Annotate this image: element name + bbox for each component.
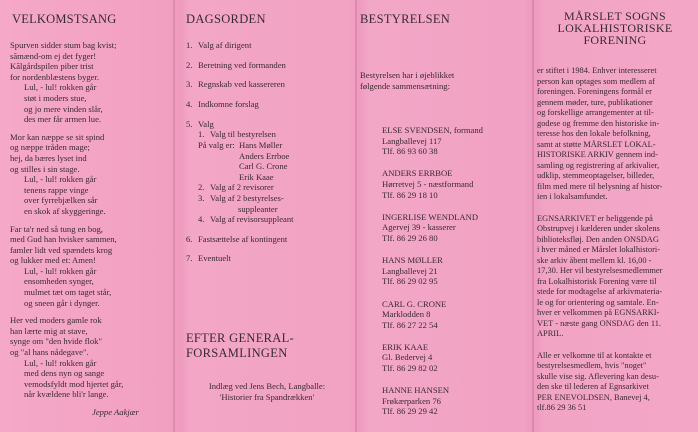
- board-title: BESTYRELSEN: [360, 12, 451, 26]
- paragraph-line: foreningen. Foreningens formål er: [537, 87, 652, 96]
- subitem-text-line: suppleanter: [238, 203, 278, 214]
- paragraph-line: ien i lokalsamfundet.: [537, 192, 608, 201]
- fold-line: [532, 0, 534, 432]
- board-member: [382, 212, 483, 244]
- paragraph-line: 17,30. Her vil bestyrelsesmedlemmer: [537, 266, 663, 275]
- song-line: synge om "den hvide flok": [10, 336, 102, 347]
- election-subitems: [186, 129, 344, 224]
- song-line: Lul, - lul! rokken går: [24, 357, 97, 368]
- song-stanza: [10, 224, 170, 309]
- paragraph-line: fra Lokalhistorisk Forening være til: [537, 276, 657, 286]
- society-title-line: MÅRSLET SOGNS: [563, 9, 667, 23]
- candidates-block: [198, 140, 344, 182]
- society-paragraph-archive: [537, 214, 694, 340]
- board-member-phone: Tlf. 86 27 22 54: [382, 319, 438, 330]
- song-line: med Gud han hvisker sammen,: [10, 234, 117, 245]
- agenda-item: [186, 253, 344, 264]
- subitem-text-line: Valg af 2 bestyrelses-: [210, 192, 284, 203]
- board-member: [382, 299, 483, 331]
- agenda-column: [184, 0, 344, 432]
- election-subitem: [198, 129, 344, 140]
- society-title-line: LOKALHISTORISKE: [557, 21, 673, 36]
- song-line: og næppe tråden mage;: [10, 142, 90, 153]
- agenda-item-text: Indkomne forslag: [198, 99, 259, 110]
- board-member-name: HANNE HANSEN: [382, 385, 450, 396]
- board-member-name: HANS MØLLER: [382, 255, 443, 266]
- paragraph-line: gennem møder, ture, publikationer: [537, 97, 653, 107]
- paragraph-line: stede for modtagelse af arkivmateria-: [537, 287, 663, 296]
- agenda-item-text: Valg af dirigent: [198, 40, 252, 50]
- song-line: og jo mere vinden slår,: [24, 103, 103, 114]
- paragraph-line: Obstrupvej i kælderen under skolens: [537, 224, 660, 233]
- agenda-item: [186, 99, 344, 110]
- song-line: tenens rappe vinge: [24, 184, 89, 195]
- agenda-item-number: 1.: [186, 40, 193, 50]
- board-member: [382, 168, 483, 200]
- agenda-item-text: Beretning ved formanden: [198, 59, 286, 70]
- song-stanza: [10, 40, 170, 125]
- agenda-item-number: 5.: [186, 118, 193, 129]
- candidate-name: Erik Kaae: [239, 171, 274, 182]
- lecture-line: Indlæg ved Jens Bech, Langballe:: [208, 381, 326, 391]
- song-line: hej, da bæres lyset ind: [10, 152, 87, 163]
- paragraph-line: EGNSARKIVET er beliggende på: [537, 213, 653, 223]
- paragraph-line: i hver måned er Mårslet lokalhistori-: [537, 245, 661, 254]
- paragraph-line: film med mere til belysning af histor-: [537, 181, 663, 191]
- paragraph-line: HISTORISKE ARKIV gennem ind-: [537, 150, 658, 159]
- song-line: Mor kan næppe se sit spind: [10, 131, 105, 142]
- song-title: VELKOMSTSANG: [12, 12, 117, 26]
- song-line: Spurven sidder stum bag kvist;: [10, 40, 117, 50]
- board-member-name: ELSE SVENDSEN, formand: [382, 125, 483, 135]
- song-line: des mer får armen lue.: [24, 114, 102, 125]
- candidate-name: Carl G. Crone: [239, 161, 288, 172]
- board-member-address: Hørretvej 5 - næstformand: [382, 178, 474, 189]
- paragraph-line: er stiftet i 1984. Enhver interesseret: [537, 66, 657, 75]
- song-line: for nordenblæstens byger.: [10, 71, 100, 82]
- paragraph-line: VET - næste gang ONSDAG den 11.: [537, 318, 661, 328]
- board-member-name: ERIK KAAE: [382, 341, 429, 352]
- agenda-item-number: 6.: [186, 233, 193, 244]
- agenda-item: [186, 234, 344, 245]
- song-line: sămænd-om ej det fyger!: [10, 50, 97, 61]
- board-member-phone: Tlf. 86 29 29 42: [382, 406, 438, 417]
- lecture-note: [192, 381, 342, 402]
- paragraph-line: Alle er velkomne til at kontakte et: [537, 350, 652, 360]
- board-member-address: Frøkærparken 76: [382, 395, 441, 406]
- society-body: [537, 66, 694, 425]
- song-line: Kălgårdspilen piber trist: [10, 61, 94, 72]
- song-line: når kvældene bli'r lange.: [24, 389, 109, 400]
- agenda-item-text: Eventuelt: [198, 253, 231, 264]
- song-line: famler lidt ved spændets krog: [10, 244, 113, 255]
- election-subitem: [198, 182, 344, 193]
- board-member-address: Langballevej 117: [382, 135, 442, 146]
- agenda-item-text: Fastsættelse af kontingent: [198, 233, 288, 244]
- song-line: mulmet tæt om taget står,: [24, 287, 112, 298]
- agenda-item-number: 7.: [186, 253, 193, 264]
- board-intro-line: Bestyrelsen har i øjeblikket: [360, 70, 455, 80]
- agenda-item-number: 2.: [186, 59, 193, 70]
- agenda-list: [186, 40, 344, 273]
- song-line: ensomheden synger,: [24, 276, 94, 287]
- song-line: en skok af skyggeringe.: [24, 205, 106, 216]
- board-member-phone: Tlf. 86 29 82 02: [382, 363, 438, 374]
- subitem-text: [210, 193, 284, 214]
- paragraph-line: samling og registrering af arkivalier,: [537, 160, 660, 170]
- subitem-text: Valg af 2 revisorer: [210, 182, 274, 193]
- board-member-phone: Tlf. 86 29 18 10: [382, 189, 438, 200]
- candidate-name: Anders Errboe: [239, 150, 290, 161]
- board-member: [382, 255, 483, 287]
- fold-line: [355, 0, 357, 432]
- paragraph-line: biblioteksfløj. Den anden ONSDAG: [537, 234, 659, 244]
- candidate-name: Hans Møller: [239, 139, 283, 150]
- song-line: Lul, - lul! rokken går: [24, 265, 97, 276]
- paragraph-line: udklip, stemmeoptagelser, billeder,: [537, 171, 655, 180]
- after-meeting-title-line: EFTER GENERAL-: [186, 331, 295, 345]
- paragraph-line: tlf.86 29 36 51: [537, 403, 587, 412]
- agenda-item-text: Regnskab ved kassereren: [198, 79, 285, 90]
- board-member-address: Agervej 39 - kasserer: [382, 222, 456, 233]
- society-paragraph-about: [537, 66, 694, 203]
- election-subitem: [198, 214, 344, 225]
- board-intro: [360, 70, 520, 91]
- board-member: [382, 385, 483, 417]
- paragraph-line: ske arkiv åbent mellem kl. 16,00 -: [537, 255, 652, 265]
- paragraph-line: samt at støtte MÅRSLET LOKAL-: [537, 139, 656, 149]
- board-member: [382, 125, 483, 157]
- song-line: vemodsfyldt mod hjertet går,: [24, 378, 124, 389]
- song-line: støt i moders stue,: [24, 92, 87, 103]
- song-stanza: [10, 315, 170, 400]
- subitem-number: 1.: [198, 129, 205, 140]
- agenda-item-number: 3.: [186, 79, 193, 90]
- song-line: og stilles i sin stage.: [10, 163, 80, 174]
- society-paragraph-contact: [537, 351, 694, 414]
- board-member-phone: Tlf. 86 29 26 80: [382, 232, 438, 243]
- paragraph-line: skulle vise sig. Aflevering kan desu-: [537, 371, 659, 381]
- paragraph-line: PER ENEVOLDSEN, Banevej 4,: [537, 392, 650, 402]
- board-member-list: [382, 125, 483, 429]
- board-column: [360, 0, 528, 432]
- song-stanza: [10, 132, 170, 217]
- board-member: [382, 342, 483, 374]
- song-line: Far ta'r ned så tung en bog,: [10, 223, 103, 234]
- agenda-item-number: 4.: [186, 99, 193, 110]
- song-line: og lukker med et: Amen!: [10, 255, 96, 266]
- agenda-item: [186, 40, 344, 51]
- subitem-number: 3.: [198, 192, 205, 203]
- agenda-title: DAGSORDEN: [186, 12, 266, 26]
- song-line: og "al hans nådegave".: [10, 347, 89, 358]
- fold-line: [173, 0, 175, 432]
- song-line: Her ved moders gamle rok: [10, 315, 102, 326]
- board-member-address: Langballevej 21: [382, 265, 438, 276]
- song-author: Jeppe Aakjær: [92, 407, 139, 417]
- board-member-address: Marklodden 8: [382, 309, 431, 320]
- board-member-address: Gl. Bedervej 4: [382, 352, 433, 363]
- agenda-item-elections: [186, 119, 344, 225]
- song-text: [10, 40, 170, 407]
- board-intro-line: følgende sammensætning:: [360, 80, 450, 91]
- board-member-name: INGERLISE WENDLAND: [382, 211, 479, 222]
- election-subitem: [198, 193, 344, 214]
- song-line: Lul, - lul! rokken går: [24, 174, 97, 185]
- after-meeting-title: [186, 331, 294, 361]
- paragraph-line: person kan optages som medlem af: [537, 76, 655, 86]
- paragraph-line: og forskellige arrangementer at til-: [537, 108, 654, 117]
- lecture-line: 'Historier fra Spandrækken': [219, 391, 315, 402]
- society-title-line: FORENING: [583, 33, 647, 48]
- after-meeting-title-line: FORSAMLINGEN: [186, 346, 288, 360]
- board-member-phone: Tlf. 86 93 60 38: [382, 146, 438, 157]
- song-column: [10, 0, 172, 432]
- paragraph-line: bestyrelsesmedlem, hvis "noget": [537, 361, 647, 370]
- paragraph-line: le og for orientering og samtale. En-: [537, 297, 659, 307]
- board-member-name: CARL G. CRONE: [382, 298, 447, 309]
- subitem-number: 4.: [198, 214, 205, 225]
- paragraph-line: den ske til lederen af Egnsarkivet: [537, 382, 649, 391]
- song-line: Lul, - lul! rokken går: [24, 82, 97, 93]
- subitem-number: 2.: [198, 182, 205, 193]
- board-member-phone: Tlf. 86 29 02 95: [382, 276, 438, 287]
- board-member-name: ANDERS ERRBOE: [382, 168, 453, 179]
- song-line: med dens nyn og sange: [24, 368, 105, 379]
- society-column: [537, 0, 697, 432]
- song-line: og sneen går i dynger.: [24, 297, 100, 308]
- candidate-list: [239, 140, 289, 182]
- agenda-item: [186, 79, 344, 90]
- agenda-item: [186, 60, 344, 71]
- agenda-item-text: Valg: [198, 118, 214, 129]
- society-title: [537, 10, 693, 47]
- subitem-text: Valg til bestyrelsen: [210, 129, 276, 140]
- subitem-text: Valg af revisorsuppleant: [210, 214, 294, 225]
- song-line: han lærte mig at stave,: [10, 325, 88, 336]
- song-line: over fyrrebjælken sår: [24, 195, 98, 206]
- paragraph-line: godese og fremme den historiske in-: [537, 118, 660, 128]
- paragraph-line: APRIL.: [537, 329, 564, 338]
- paragraph-line: teresse hos den lokale befolkning,: [537, 129, 651, 138]
- paragraph-line: hver er velkommen på EGNSARKI-: [537, 308, 660, 317]
- candidates-label: På valg er:: [198, 139, 235, 150]
